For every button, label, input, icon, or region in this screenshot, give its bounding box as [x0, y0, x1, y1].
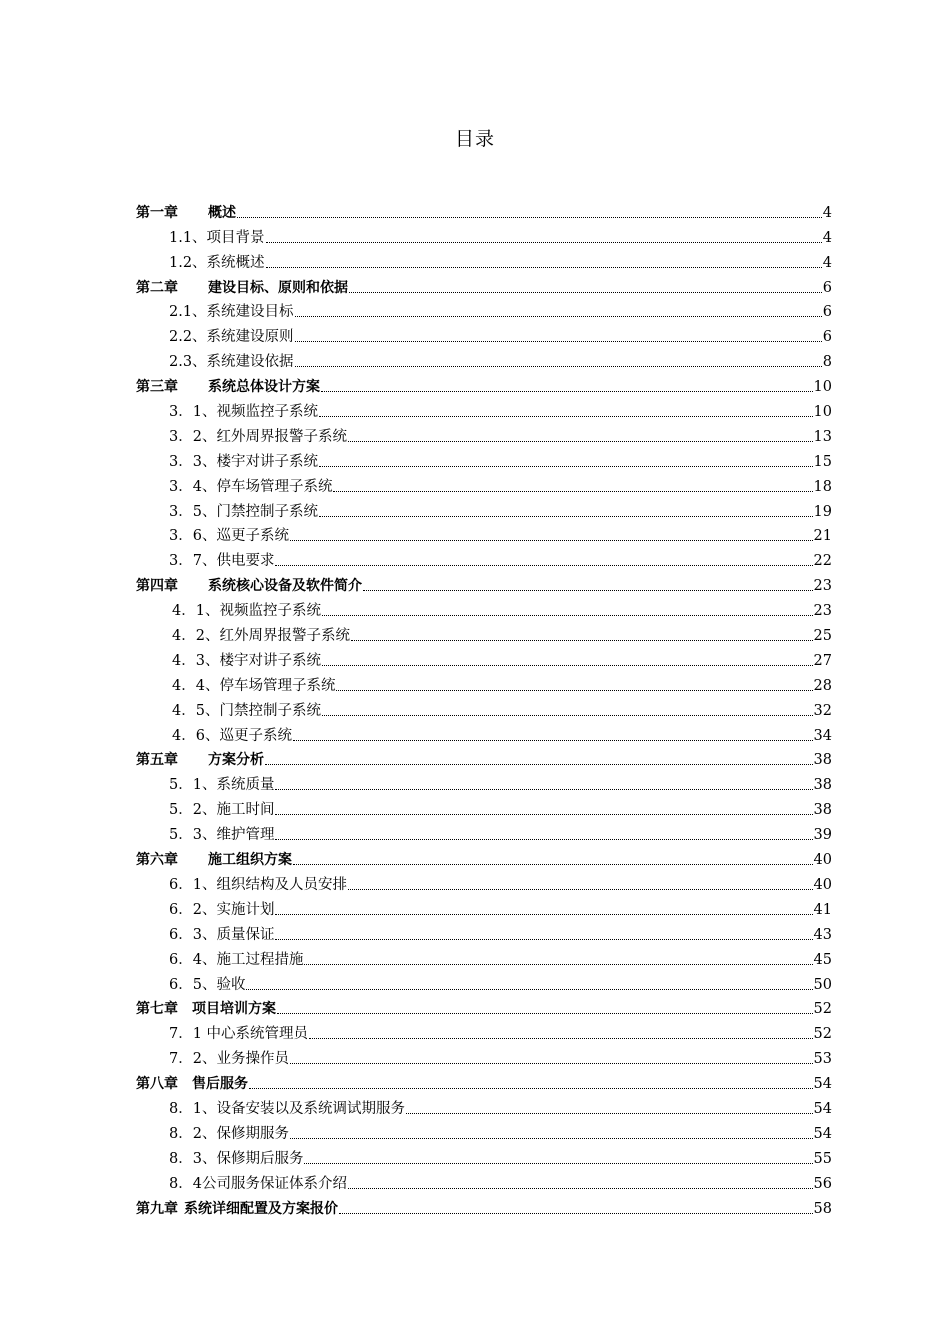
leader-dots [333, 491, 812, 492]
toc-entry-label: 8．2、保修期服务 [169, 1125, 289, 1142]
toc-section-entry[interactable] [136, 521, 832, 546]
toc-entry-label [136, 1001, 276, 1018]
chapter-title: 概述 [208, 204, 236, 221]
toc-section-entry[interactable] [136, 297, 832, 322]
leader-dots [348, 441, 813, 442]
page-number: 6 [822, 329, 832, 346]
toc-entry-label: 5．3、维护管理 [169, 827, 275, 844]
leader-dots [304, 1163, 812, 1164]
toc-section-entry[interactable] [136, 1093, 832, 1118]
leader-dots [266, 242, 822, 243]
toc-entry-label: 6．5、验收 [169, 976, 246, 993]
toc-entry-label [136, 205, 236, 222]
toc-section-entry[interactable] [136, 1018, 832, 1043]
page-number: 40 [813, 852, 832, 869]
chapter-number: 第六章 [136, 852, 178, 869]
toc-section-entry[interactable] [136, 346, 832, 371]
toc-section-entry[interactable] [136, 645, 832, 670]
page-number: 43 [813, 926, 832, 943]
leader-dots [363, 590, 813, 591]
page-number: 32 [813, 702, 832, 719]
toc-entry-label: 6．4、施工过程措施 [169, 951, 304, 968]
chapter-number: 第七章 [136, 1001, 178, 1018]
leader-dots [336, 690, 812, 691]
toc-section-entry[interactable] [136, 496, 832, 521]
toc-section-entry[interactable] [136, 944, 832, 969]
leader-dots [275, 814, 812, 815]
page-number: 58 [813, 1200, 832, 1217]
page-number: 45 [813, 951, 832, 968]
leader-dots [275, 565, 812, 566]
page-number: 41 [813, 901, 832, 918]
leader-dots [406, 1113, 813, 1114]
leader-dots [339, 1213, 813, 1214]
leader-dots [348, 889, 813, 890]
leader-dots [322, 715, 813, 716]
page-number: 40 [813, 876, 832, 893]
toc-chapter-entry[interactable] [136, 745, 832, 770]
leader-dots [348, 1188, 813, 1189]
chapter-title: 系统总体设计方案 [208, 379, 320, 396]
leader-dots [249, 1088, 813, 1089]
toc-section-entry[interactable] [136, 247, 832, 272]
chapter-number: 第三章 [136, 379, 178, 396]
leader-dots [290, 1063, 813, 1064]
chapter-number: 第九章 [136, 1200, 178, 1217]
toc-entry-label: 2.3、系统建设依据 [169, 354, 294, 371]
page-number: 52 [813, 1026, 832, 1043]
toc-section-entry[interactable] [136, 222, 832, 247]
page-number: 38 [813, 802, 832, 819]
toc-chapter-entry[interactable] [136, 570, 832, 595]
toc-entry-label [136, 280, 348, 297]
leader-dots [246, 989, 812, 990]
toc-section-entry[interactable] [136, 869, 832, 894]
toc-entry-label [136, 379, 320, 396]
toc-entry-label: 6．3、质量保证 [169, 926, 275, 943]
chapter-number: 第五章 [136, 752, 178, 769]
chapter-title: 建设目标、原则和依据 [208, 279, 348, 296]
toc-entry-label: 4．2、红外周界报警子系统 [172, 628, 350, 645]
page-number: 38 [813, 777, 832, 794]
chapter-title: 施工组织方案 [208, 852, 292, 869]
toc-section-entry[interactable] [136, 720, 832, 745]
toc-entry-label: 3．5、门禁控制子系统 [169, 503, 318, 520]
toc-entry-label: 3．7、供电要求 [169, 553, 275, 570]
chapter-number: 第二章 [136, 279, 178, 296]
leader-dots [321, 391, 813, 392]
page-number: 54 [813, 1076, 832, 1093]
page-number: 22 [813, 553, 832, 570]
toc-entry-label [136, 578, 362, 595]
toc-section-entry[interactable] [136, 1043, 832, 1068]
toc-entry-label: 8．4公司服务保证体系介绍 [169, 1175, 347, 1192]
toc-entry-label [136, 752, 264, 769]
toc-section-entry[interactable] [136, 819, 832, 844]
toc-entry-label: 2.1、系统建设目标 [169, 304, 294, 321]
page-number: 4 [822, 204, 832, 221]
toc-chapter-entry[interactable] [136, 844, 832, 869]
leader-dots [290, 1138, 813, 1139]
leader-dots [319, 516, 813, 517]
toc-entry-label: 5．2、施工时间 [169, 802, 275, 819]
toc-section-entry[interactable] [136, 670, 832, 695]
leader-dots [295, 341, 822, 342]
toc-entry-label: 3．3、楼宇对讲子系统 [169, 453, 318, 470]
leader-dots [293, 864, 813, 865]
toc-entry-label: 7．1 中心系统管理员 [169, 1026, 309, 1043]
toc-entry-label: 1.2、系统概述 [169, 254, 265, 271]
toc-entry-label: 3．6、巡更子系统 [169, 528, 289, 545]
toc-section-entry[interactable] [136, 471, 832, 496]
toc-entry-label: 3．4、停车场管理子系统 [169, 478, 333, 495]
leader-dots [322, 615, 813, 616]
toc-chapter-entry[interactable] [136, 197, 832, 222]
leader-dots [290, 540, 813, 541]
toc-entry-label: 3．1、视频监控子系统 [169, 404, 318, 421]
leader-dots [304, 964, 812, 965]
toc-section-entry[interactable] [136, 446, 832, 471]
toc-section-entry[interactable] [136, 919, 832, 944]
toc-entry-label: 1.1、项目背景 [169, 229, 265, 246]
toc-entry-label: 8．3、保修期后服务 [169, 1150, 304, 1167]
page-number: 13 [813, 428, 832, 445]
page-number: 19 [813, 503, 832, 520]
toc-section-entry[interactable] [136, 421, 832, 446]
leader-dots [266, 267, 822, 268]
leader-dots [275, 839, 812, 840]
leader-dots [319, 416, 813, 417]
toc-entry-label [136, 1201, 338, 1218]
toc-chapter-entry[interactable] [136, 1193, 832, 1218]
page-number: 34 [813, 727, 832, 744]
toc-entry-label: 7．2、业务操作员 [169, 1051, 289, 1068]
page-number: 54 [813, 1100, 832, 1117]
leader-dots [295, 366, 822, 367]
page-number: 38 [813, 752, 832, 769]
chapter-number: 第八章 [136, 1076, 178, 1093]
page-number: 25 [813, 628, 832, 645]
page-number: 4 [822, 229, 832, 246]
page-number: 55 [813, 1150, 832, 1167]
toc-chapter-entry[interactable] [136, 1068, 832, 1093]
chapter-title: 售后服务 [192, 1076, 248, 1093]
chapter-title: 系统核心设备及软件简介 [208, 578, 362, 595]
toc-entry-label: 4．6、巡更子系统 [172, 727, 292, 744]
toc-entry-label: 2.2、系统建设原则 [169, 329, 294, 346]
page-number: 28 [813, 677, 832, 694]
leader-dots [265, 764, 813, 765]
toc-section-entry[interactable] [136, 695, 832, 720]
toc-section-entry[interactable] [136, 1168, 832, 1193]
toc-entry-label: 5．1、系统质量 [169, 777, 275, 794]
toc-section-entry[interactable] [136, 620, 832, 645]
chapter-number: 第一章 [136, 204, 178, 221]
toc-section-entry[interactable] [136, 1118, 832, 1143]
toc-section-entry[interactable] [136, 894, 832, 919]
page-number: 54 [813, 1125, 832, 1142]
chapter-number: 第四章 [136, 578, 178, 595]
leader-dots [319, 466, 813, 467]
page-number: 18 [813, 478, 832, 495]
toc-entry-label: 6．1、组织结构及人员安排 [169, 876, 347, 893]
toc-entry-label: 6．2、实施计划 [169, 901, 275, 918]
leader-dots [275, 789, 812, 790]
page-number: 6 [822, 304, 832, 321]
leader-dots [275, 914, 812, 915]
page-number: 10 [813, 379, 832, 396]
toc-section-entry[interactable] [136, 794, 832, 819]
leader-dots [349, 292, 822, 293]
toc-section-entry[interactable] [136, 769, 832, 794]
toc-section-entry[interactable] [136, 396, 832, 421]
toc-entry-label: 4．1、视频监控子系统 [172, 603, 321, 620]
toc-section-entry[interactable] [136, 321, 832, 346]
toc-entry-label: 4．3、楼宇对讲子系统 [172, 652, 321, 669]
toc-chapter-entry[interactable] [136, 994, 832, 1019]
toc-section-entry[interactable] [136, 545, 832, 570]
leader-dots [322, 665, 813, 666]
leader-dots [275, 939, 812, 940]
table-of-contents [136, 197, 832, 1218]
page-number: 52 [813, 1001, 832, 1018]
page-number: 27 [813, 652, 832, 669]
page-number: 56 [813, 1175, 832, 1192]
toc-entry-label: 8．1、设备安装以及系统调试期服务 [169, 1100, 405, 1117]
chapter-title: 方案分析 [208, 752, 264, 769]
toc-entry-label [136, 1076, 248, 1093]
page-number: 21 [813, 528, 832, 545]
page-number: 6 [822, 279, 832, 296]
page-title: 目录 [454, 128, 495, 150]
page-number: 8 [822, 354, 832, 371]
leader-dots [295, 316, 822, 317]
toc-entry-label: 4．5、门禁控制子系统 [172, 702, 321, 719]
toc-section-entry[interactable] [136, 1143, 832, 1168]
toc-chapter-entry[interactable] [136, 371, 832, 396]
leader-dots [293, 740, 813, 741]
leader-dots [309, 1038, 812, 1039]
page-number: 50 [813, 976, 832, 993]
toc-entry-label [136, 852, 292, 869]
toc-section-entry[interactable] [136, 969, 832, 994]
page-number: 15 [813, 453, 832, 470]
toc-section-entry[interactable] [136, 595, 832, 620]
page-number: 53 [813, 1051, 832, 1068]
toc-chapter-entry[interactable] [136, 272, 832, 297]
page-number: 4 [822, 254, 832, 271]
page-number: 39 [813, 827, 832, 844]
chapter-title: 系统详细配置及方案报价 [184, 1200, 338, 1217]
leader-dots [277, 1013, 813, 1014]
page-number: 10 [813, 404, 832, 421]
leader-dots [351, 640, 813, 641]
toc-entry-label: 3．2、红外周界报警子系统 [169, 428, 347, 445]
toc-entry-label: 4．4、停车场管理子系统 [172, 677, 336, 694]
leader-dots [237, 217, 822, 218]
page-number: 23 [813, 578, 832, 595]
chapter-title: 项目培训方案 [192, 1001, 276, 1018]
page-number: 23 [813, 603, 832, 620]
